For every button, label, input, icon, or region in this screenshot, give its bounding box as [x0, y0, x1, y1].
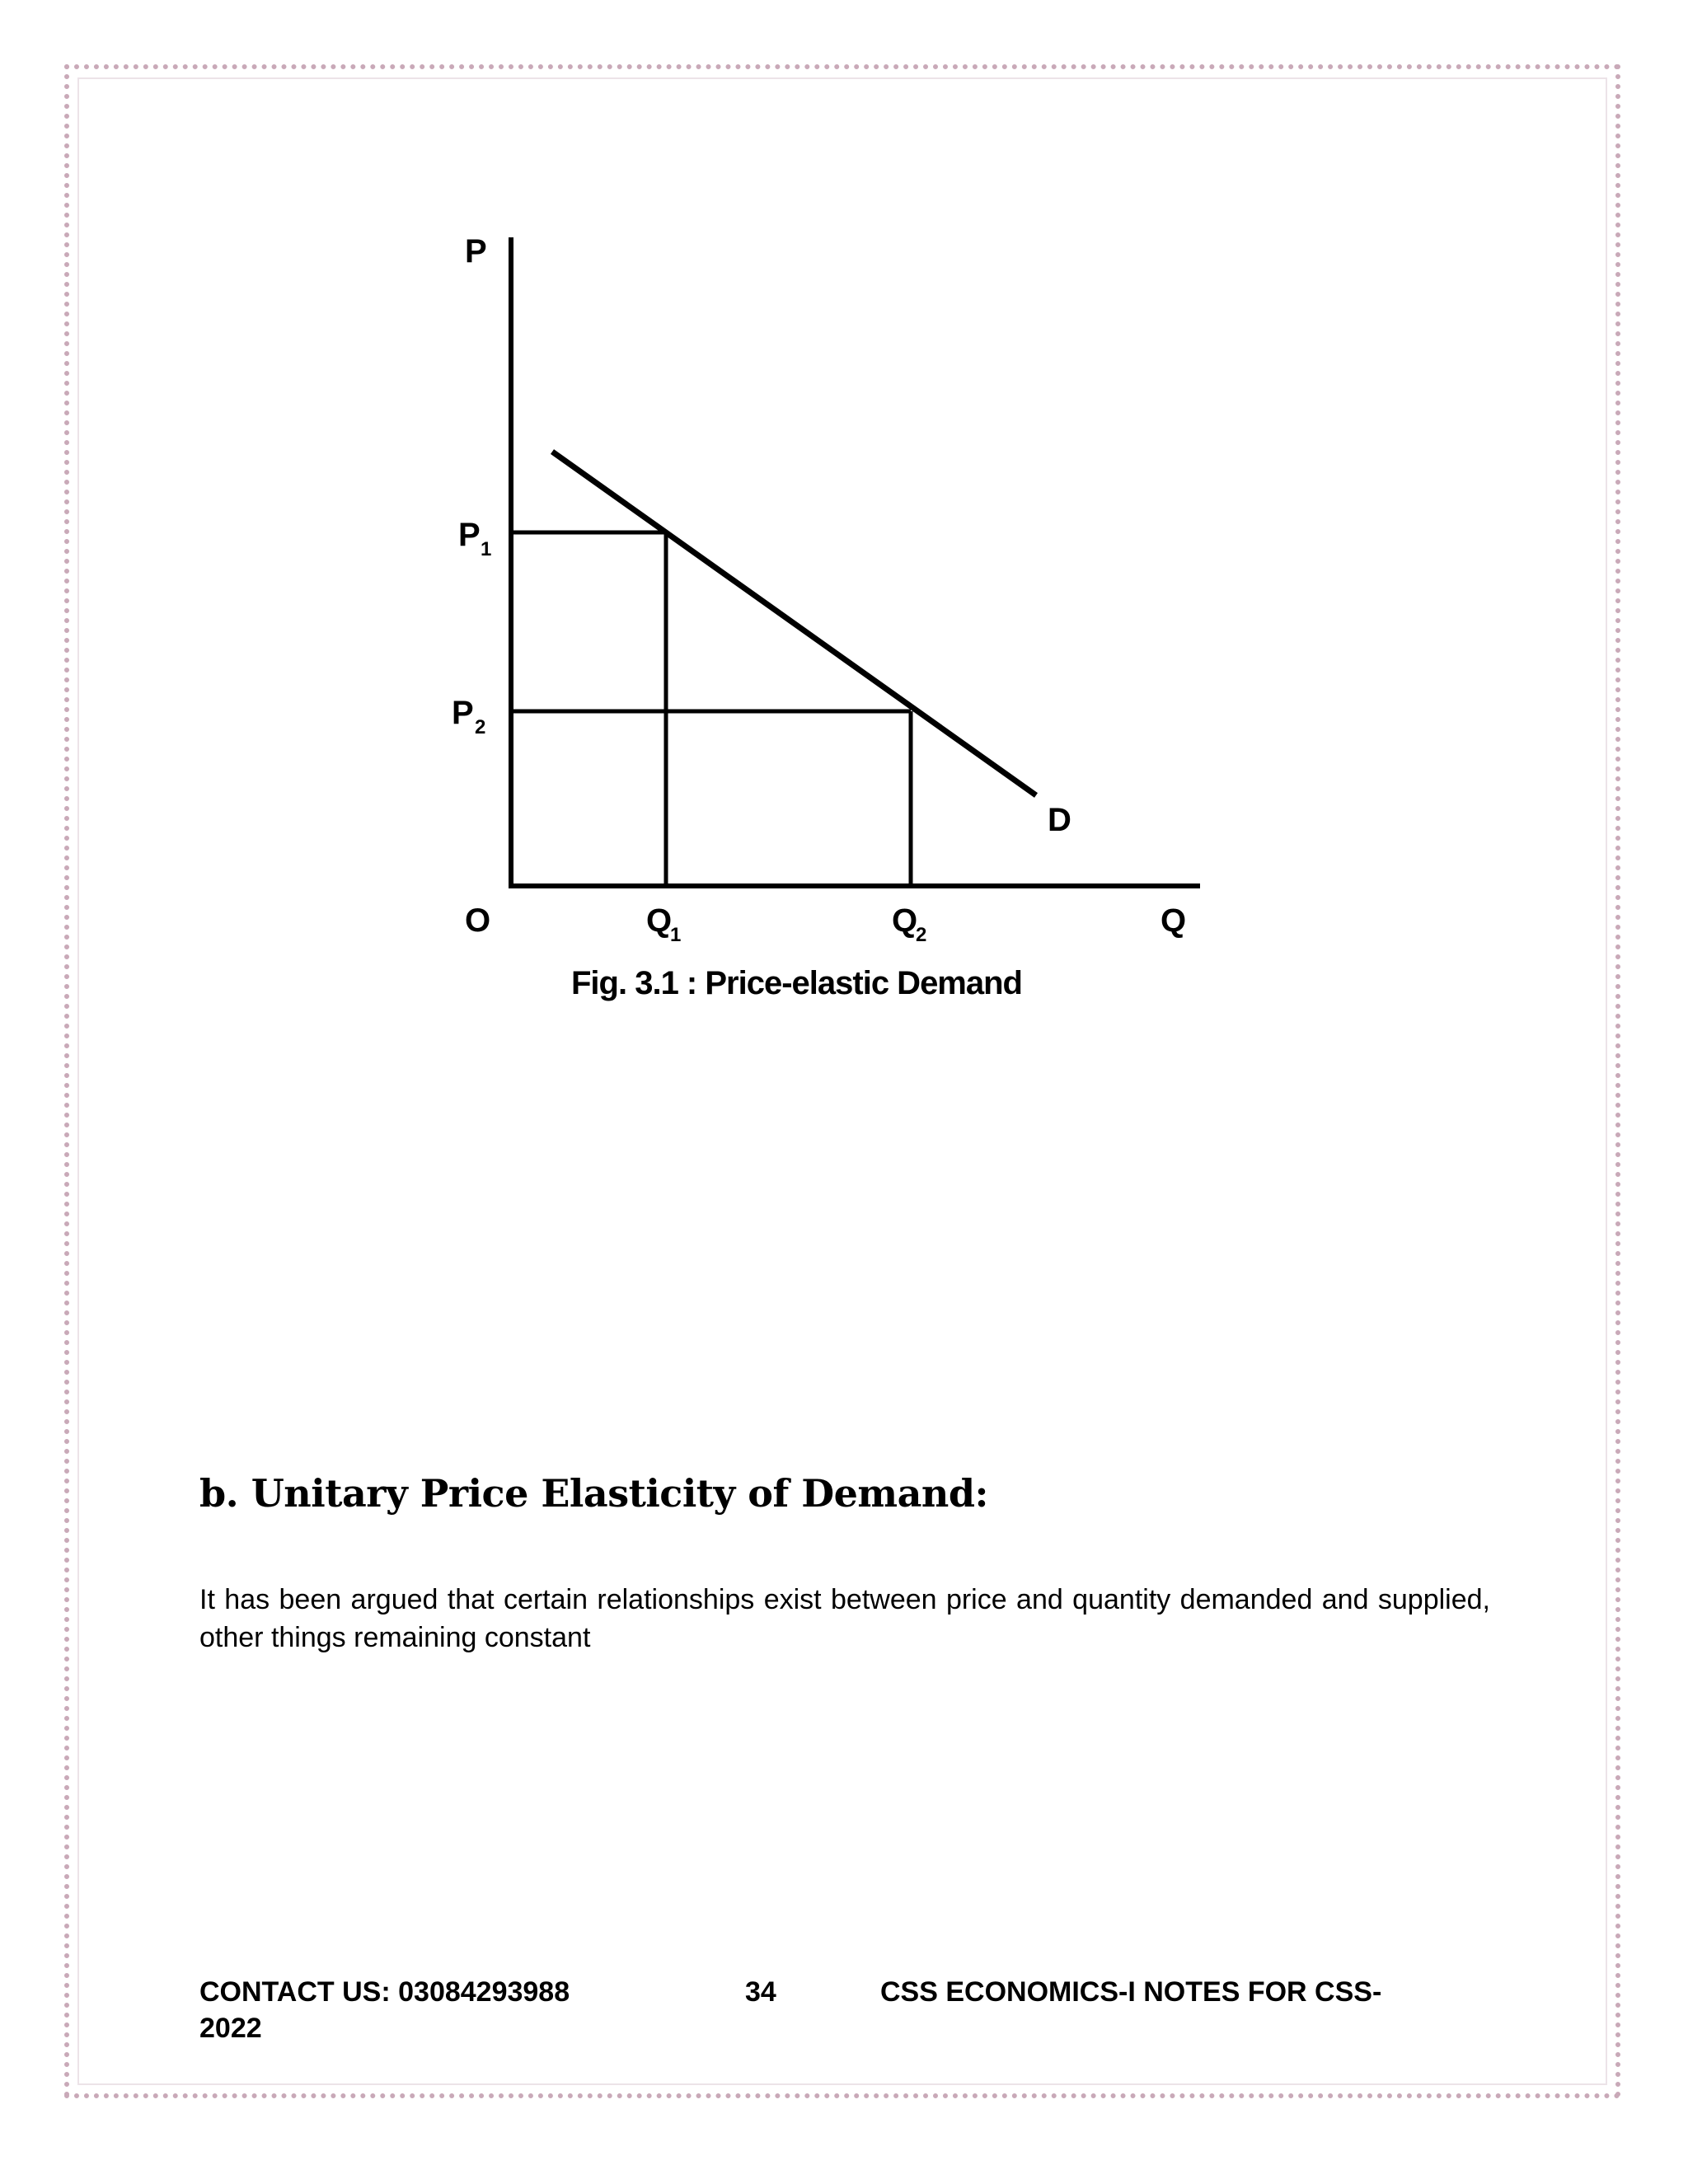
p1-subscript: 1: [481, 538, 492, 560]
demand-figure: [429, 223, 1220, 1014]
footer-notes-title: CSS ECONOMICS-I NOTES FOR CSS-: [880, 1976, 1382, 2008]
demand-diagram: [429, 223, 1220, 1014]
footer-page-number: 34: [745, 1976, 776, 2008]
q2-label: Q: [892, 902, 918, 939]
footer-year: 2022: [199, 2013, 262, 2044]
p1-label: P: [458, 517, 481, 553]
section-heading: b. Unitary Price Elasticity of Demand:: [199, 1471, 988, 1516]
figure-caption: Fig. 3.1 : Price-elastic Demand: [571, 965, 1022, 1001]
p2-subscript: 2: [475, 716, 486, 738]
y-axis-label: P: [465, 233, 487, 269]
p2-label: P: [452, 695, 474, 731]
q1-subscript: 1: [670, 924, 682, 946]
origin-label: O: [465, 902, 491, 939]
demand-curve-label: D: [1048, 802, 1071, 838]
q2-subscript: 2: [916, 924, 927, 946]
footer-contact: CONTACT US: 03084293988: [199, 1976, 570, 2008]
demand-curve-line: [552, 452, 1036, 795]
q1-label: Q: [646, 902, 673, 939]
page-footer: [199, 1976, 1490, 2050]
x-axis-label: Q: [1160, 902, 1187, 939]
section-paragraph: It has been argued that certain relationships exist between price and quantity demanded and supplied, other things remaining constant: [199, 1584, 1490, 1653]
